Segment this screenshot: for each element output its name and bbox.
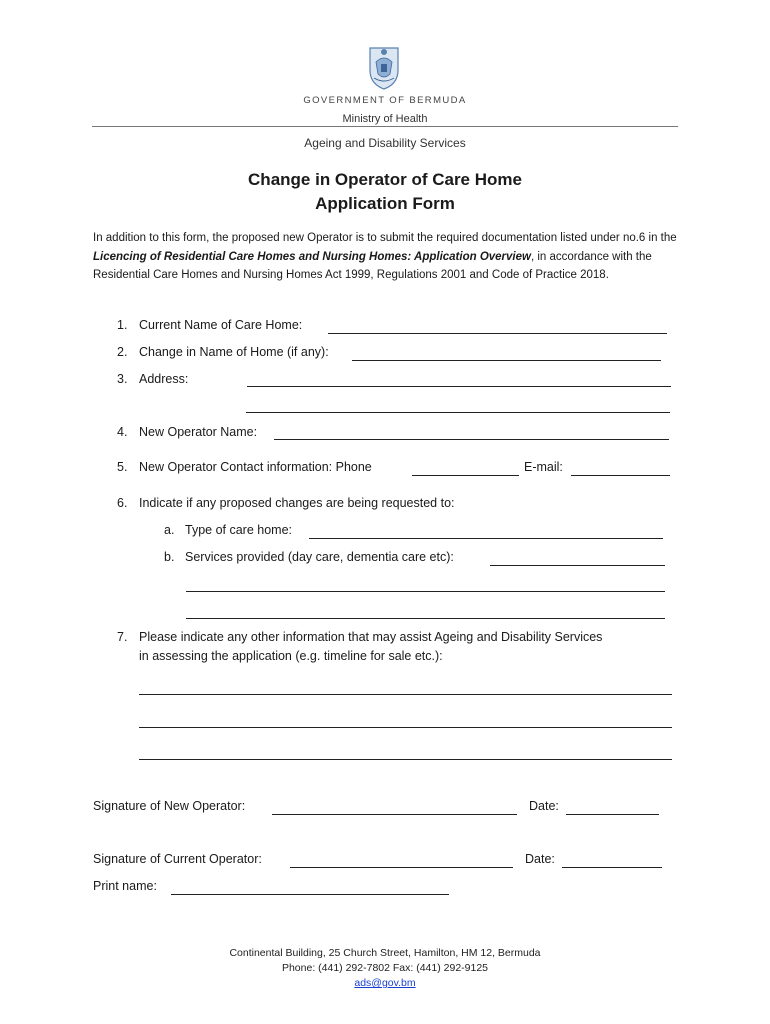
label-change-name: Change in Name of Home (if any): (139, 345, 329, 359)
footer-phone-fax: Phone: (441) 292-7802 Fax: (441) 292-9125 (281, 962, 489, 974)
field-print-name[interactable] (171, 894, 449, 895)
field-other-info-line-1[interactable] (139, 694, 672, 695)
item-number: 6. (117, 496, 128, 510)
label-services-provided: Services provided (day care, dementia care etc): (185, 550, 454, 564)
field-services-line-2[interactable] (186, 591, 665, 592)
intro-text-3: , in accordance with the Residential Care Homes and Nursing Homes Act 1999, Regulations 2001 and Code of Practice 2018. (93, 250, 652, 282)
label-signature-current-operator: Signature of Current Operator: (93, 852, 262, 866)
label-date-2: Date: (525, 852, 555, 866)
government-name: GOVERNMENT OF BERMUDA (303, 95, 467, 106)
field-type-of-care-home[interactable] (309, 538, 663, 539)
email-link[interactable]: ads@gov.bm (354, 977, 416, 989)
field-services-line-3[interactable] (186, 618, 665, 619)
intro-emphasis-1: Licencing of Residential Care Homes and Nursing Homes (93, 250, 408, 263)
label-signature-new-operator: Signature of New Operator: (93, 799, 246, 813)
field-services-provided[interactable] (490, 565, 665, 566)
label-contact-phone: New Operator Contact information: Phone (139, 460, 372, 474)
label-type-of-care-home: Type of care home: (185, 523, 293, 537)
intro-paragraph (93, 229, 683, 285)
field-phone[interactable] (412, 475, 519, 476)
field-new-operator-name[interactable] (274, 439, 669, 440)
field-address-line-2[interactable] (246, 412, 670, 413)
field-current-name[interactable] (328, 333, 667, 334)
field-change-name[interactable] (352, 360, 661, 361)
footer-address: Continental Building, 25 Church Street, Hamilton, HM 12, Bermuda (229, 947, 541, 959)
footer-email-row (0, 977, 770, 989)
intro-text-2: : (407, 250, 415, 263)
form-subtitle: Application Form (315, 194, 455, 213)
field-date-2[interactable] (562, 867, 662, 868)
field-date-1[interactable] (566, 814, 659, 815)
subitem-letter: b. (164, 550, 175, 564)
field-email[interactable] (571, 475, 670, 476)
department-name: Ageing and Disability Services (304, 136, 466, 150)
intro-text-1: In addition to this form, the proposed new Operator is to submit the required documentation listed under no.6 in the (93, 232, 677, 244)
bermuda-crest-icon (366, 44, 402, 90)
label-other-information: Please indicate any other information that may assist Ageing and Disability Services (139, 630, 603, 644)
label-email: E-mail: (524, 460, 563, 474)
ministry-name: Ministry of Health (342, 113, 428, 125)
field-signature-new-operator[interactable] (272, 814, 517, 815)
label-date-1: Date: (529, 799, 559, 813)
label-proposed-changes: Indicate if any proposed changes are being requested to: (139, 496, 455, 510)
field-signature-current-operator[interactable] (290, 867, 513, 868)
label-print-name: Print name: (93, 879, 157, 893)
intro-emphasis-2: Application Overview (414, 250, 531, 263)
label-new-operator-name: New Operator Name: (139, 425, 258, 439)
item-number: 4. (117, 425, 128, 439)
item-number: 5. (117, 460, 128, 474)
item-number: 1. (117, 318, 128, 332)
header-divider (92, 126, 678, 127)
label-current-name: Current Name of Care Home: (139, 318, 303, 332)
subitem-letter: a. (164, 523, 175, 537)
item-number: 3. (117, 372, 128, 386)
item-number: 2. (117, 345, 128, 359)
field-other-info-line-2[interactable] (139, 727, 672, 728)
field-address-line-1[interactable] (247, 386, 671, 387)
label-other-information-cont: in assessing the application (e.g. timeline for sale etc.): (139, 649, 443, 663)
form-title: Change in Operator of Care Home (248, 170, 522, 189)
item-number: 7. (117, 630, 128, 644)
label-address: Address: (139, 372, 189, 386)
field-other-info-line-3[interactable] (139, 759, 672, 760)
